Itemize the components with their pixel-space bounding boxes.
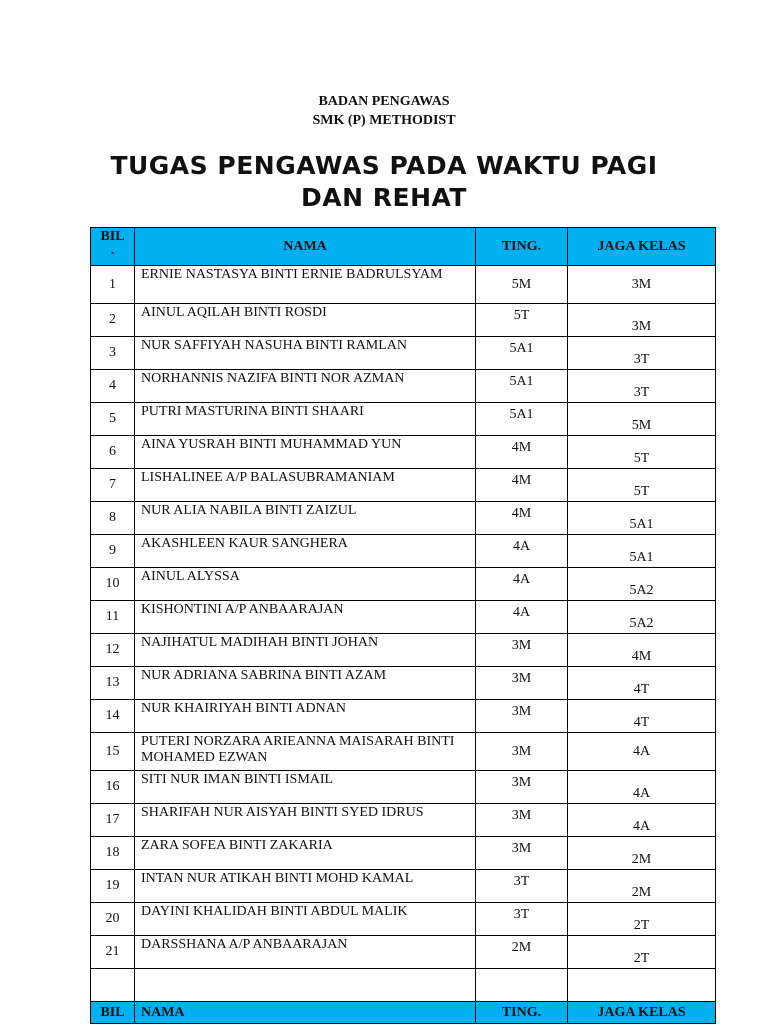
row-bil: 7 <box>91 469 135 502</box>
empty-cell <box>135 969 476 1002</box>
table-row <box>91 771 716 804</box>
header-jaga-kelas: JAGA KELAS <box>568 228 716 266</box>
empty-cell <box>476 969 568 1002</box>
table-row <box>91 304 716 337</box>
row-jaga-kelas: 4M <box>568 634 716 667</box>
row-ting: 4M <box>476 469 568 502</box>
row-jaga-kelas: 4T <box>568 700 716 733</box>
row-ting: 5M <box>476 266 568 304</box>
row-jaga-kelas: 5A1 <box>568 502 716 535</box>
table-row <box>91 733 716 771</box>
row-ting: 3T <box>476 903 568 936</box>
row-jaga-kelas: 2M <box>568 837 716 870</box>
empty-cell <box>568 969 716 1002</box>
duty-roster-table <box>90 227 716 1024</box>
row-jaga-kelas: 3T <box>568 370 716 403</box>
row-ting: 4A <box>476 568 568 601</box>
table-row <box>91 337 716 370</box>
table-row <box>91 469 716 502</box>
row-nama: ERNIE NASTASYA BINTI ERNIE BADRULSYAM <box>135 266 476 304</box>
empty-row <box>91 969 716 1002</box>
row-ting: 2M <box>476 936 568 969</box>
table-row <box>91 568 716 601</box>
row-bil: 17 <box>91 804 135 837</box>
row-jaga-kelas: 2T <box>568 903 716 936</box>
row-nama: AINA YUSRAH BINTI MUHAMMAD YUN <box>135 436 476 469</box>
row-ting: 4A <box>476 535 568 568</box>
table-row <box>91 535 716 568</box>
row-bil: 11 <box>91 601 135 634</box>
row-jaga-kelas: 3M <box>568 266 716 304</box>
row-ting: 5A1 <box>476 403 568 436</box>
header-bil-dot: . <box>110 243 115 258</box>
table-row <box>91 601 716 634</box>
table-footer-row <box>91 1002 716 1024</box>
table-row <box>91 436 716 469</box>
row-bil: 6 <box>91 436 135 469</box>
school-name: SMK (P) METHODIST <box>312 113 456 128</box>
table-row <box>91 266 716 304</box>
row-bil: 15 <box>91 733 135 771</box>
table-row <box>91 502 716 535</box>
row-nama: NORHANNIS NAZIFA BINTI NOR AZMAN <box>135 370 476 403</box>
row-jaga-kelas: 5A2 <box>568 601 716 634</box>
row-jaga-kelas: 3M <box>568 304 716 337</box>
row-jaga-kelas: 4A <box>568 771 716 804</box>
table-row <box>91 804 716 837</box>
row-ting: 3M <box>476 837 568 870</box>
table-row <box>91 370 716 403</box>
empty-cell <box>91 969 135 1002</box>
row-bil: 8 <box>91 502 135 535</box>
row-ting: 5T <box>476 304 568 337</box>
row-nama: AINUL ALYSSA <box>135 568 476 601</box>
row-ting: 3M <box>476 804 568 837</box>
row-bil: 10 <box>91 568 135 601</box>
title-line-2: DAN REHAT <box>301 183 467 212</box>
row-nama: AINUL AQILAH BINTI ROSDI <box>135 304 476 337</box>
row-bil: 20 <box>91 903 135 936</box>
footer-nama: NAMA <box>135 1002 476 1024</box>
row-bil: 21 <box>91 936 135 969</box>
table-row <box>91 870 716 903</box>
header-nama: NAMA <box>135 228 476 266</box>
row-jaga-kelas: 5A1 <box>568 535 716 568</box>
row-nama: NAJIHATUL MADIHAH BINTI JOHAN <box>135 634 476 667</box>
row-ting: 4M <box>476 502 568 535</box>
row-bil: 12 <box>91 634 135 667</box>
table-header-row <box>91 228 716 266</box>
row-nama: NUR SAFFIYAH NASUHA BINTI RAMLAN <box>135 337 476 370</box>
table-row <box>91 403 716 436</box>
row-bil: 9 <box>91 535 135 568</box>
row-ting: 3M <box>476 700 568 733</box>
row-nama: PUTERI NORZARA ARIEANNA MAISARAH BINTI MOHAMED EZWAN <box>135 733 476 771</box>
row-bil: 5 <box>91 403 135 436</box>
row-ting: 3M <box>476 733 568 771</box>
row-bil: 3 <box>91 337 135 370</box>
table-row <box>91 634 716 667</box>
row-nama: INTAN NUR ATIKAH BINTI MOHD KAMAL <box>135 870 476 903</box>
row-jaga-kelas: 5T <box>568 469 716 502</box>
footer-jaga-kelas: JAGA KELAS <box>568 1002 716 1024</box>
row-bil: 19 <box>91 870 135 903</box>
row-bil: 18 <box>91 837 135 870</box>
table-row <box>91 936 716 969</box>
footer-ting: TING. <box>476 1002 568 1024</box>
row-jaga-kelas: 4T <box>568 667 716 700</box>
footer-bil: BIL <box>91 1002 135 1024</box>
row-jaga-kelas: 2M <box>568 870 716 903</box>
table-body <box>91 266 716 1002</box>
row-ting: 4A <box>476 601 568 634</box>
row-ting: 3T <box>476 870 568 903</box>
row-nama: AKASHLEEN KAUR SANGHERA <box>135 535 476 568</box>
row-bil: 1 <box>91 266 135 304</box>
row-ting: 3M <box>476 634 568 667</box>
row-bil: 4 <box>91 370 135 403</box>
row-bil: 16 <box>91 771 135 804</box>
row-nama: NUR KHAIRIYAH BINTI ADNAN <box>135 700 476 733</box>
row-ting: 3M <box>476 771 568 804</box>
row-nama: DARSSHANA A/P ANBAARAJAN <box>135 936 476 969</box>
table-row <box>91 903 716 936</box>
header-bil-label: BIL <box>100 229 125 244</box>
row-nama: KISHONTINI A/P ANBAARAJAN <box>135 601 476 634</box>
row-nama: SHARIFAH NUR AISYAH BINTI SYED IDRUS <box>135 804 476 837</box>
organization-name: BADAN PENGAWAS <box>318 94 450 109</box>
row-ting: 5A1 <box>476 337 568 370</box>
row-jaga-kelas: 4A <box>568 804 716 837</box>
table-row <box>91 837 716 870</box>
row-nama: PUTRI MASTURINA BINTI SHAARI <box>135 403 476 436</box>
header-bil <box>91 228 135 266</box>
document-title <box>0 150 768 214</box>
row-bil: 14 <box>91 700 135 733</box>
row-jaga-kelas: 5A2 <box>568 568 716 601</box>
row-jaga-kelas: 3T <box>568 337 716 370</box>
row-nama: ZARA SOFEA BINTI ZAKARIA <box>135 837 476 870</box>
row-nama: SITI NUR IMAN BINTI ISMAIL <box>135 771 476 804</box>
row-jaga-kelas: 4A <box>568 733 716 771</box>
row-jaga-kelas: 2T <box>568 936 716 969</box>
row-ting: 3M <box>476 667 568 700</box>
row-ting: 4M <box>476 436 568 469</box>
row-bil: 2 <box>91 304 135 337</box>
table-row <box>91 700 716 733</box>
table-row <box>91 667 716 700</box>
row-nama: NUR ALIA NABILA BINTI ZAIZUL <box>135 502 476 535</box>
row-bil: 13 <box>91 667 135 700</box>
header-ting: TING. <box>476 228 568 266</box>
row-nama: DAYINI KHALIDAH BINTI ABDUL MALIK <box>135 903 476 936</box>
row-nama: LISHALINEE A/P BALASUBRAMANIAM <box>135 469 476 502</box>
row-ting: 5A1 <box>476 370 568 403</box>
row-jaga-kelas: 5T <box>568 436 716 469</box>
row-jaga-kelas: 5M <box>568 403 716 436</box>
title-line-1: TUGAS PENGAWAS PADA WAKTU PAGI <box>110 151 658 180</box>
row-nama: NUR ADRIANA SABRINA BINTI AZAM <box>135 667 476 700</box>
